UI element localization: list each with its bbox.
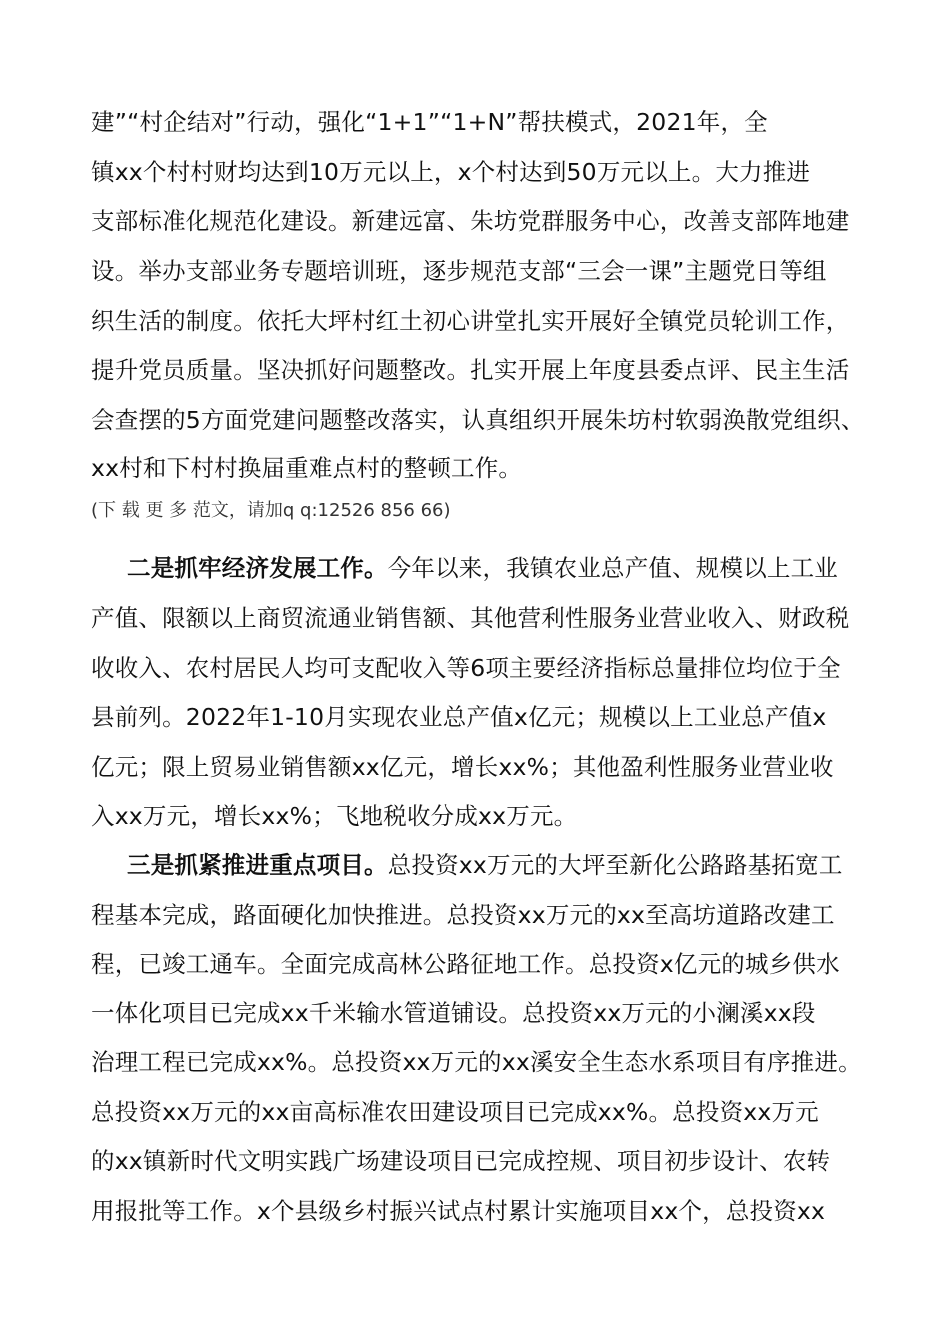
paragraph-3-line-6: 总投资xx万元的xx亩高标准农田建设项目已完成xx%。总投资xx万元 (91, 1098, 819, 1126)
paragraph-3-line-2: 程基本完成，路面硬化加快推进。总投资xx万元的xx至高坊道路改建工 (91, 901, 835, 929)
paragraph-1-line-2: 镇xx个村村财均达到10万元以上，x个村达到50万元以上。大力推进 (91, 158, 811, 186)
paragraph-1-line-4: 设。举办支部业务专题培训班，逐步规范支部“三会一课”主题党日等组 (91, 257, 827, 285)
paragraph-3-line-7: 的xx镇新时代文明实践广场建设项目已完成控规、项目初步设计、农转 (91, 1147, 831, 1175)
paragraph-3-line-8: 用报批等工作。x个县级乡村振兴试点村累计实施项目xx个，总投资xx (91, 1197, 826, 1225)
paragraph-1-line-1: 建”“村企结对”行动，强化“1+1”“1+N”帮扶模式，2021年，全 (91, 108, 768, 136)
paragraph-2-line-1 (127, 553, 917, 583)
paragraph-1-line-3: 支部标准化规范化建设。新建远富、朱坊党群服务中心，改善支部阵地建 (91, 207, 850, 235)
paragraph-1-line-5: 织生活的制度。依托大坪村红土初心讲堂扎实开展好全镇党员轮训工作， (91, 307, 850, 335)
paragraph-1-line-6: 提升党员质量。坚决抓好问题整改。扎实开展上年度县委点评、民主生活 (91, 356, 850, 384)
paragraph-2-line-4: 县前列。2022年1-10月实现农业总产值x亿元；规模以上工业总产值x (91, 703, 827, 731)
paragraph-2-line-6: 入xx万元，增长xx%；飞地税收分成xx万元。 (91, 802, 578, 830)
paragraph-2-first-line-text: 今年以来，我镇农业总产值、规模以上工业 (387, 554, 839, 582)
paragraph-2-line-5: 亿元；限上贸易业销售额xx亿元，增长xx%；其他盈利性服务业营业收 (91, 753, 834, 781)
paragraph-2-line-3: 收收入、农村居民人均可支配收入等6项主要经济指标总量排位均位于全 (91, 654, 841, 682)
paragraph-1-line-7: 会查摆的5方面党建问题整改落实，认真组织开展朱坊村软弱涣散党组织、 (91, 406, 865, 434)
paragraph-3-line-4: 一体化项目已完成xx千米输水管道铺设。总投资xx万元的小澜溪xx段 (91, 999, 816, 1027)
paragraph-2-heading: 二是抓牢经济发展工作。 (127, 554, 388, 582)
paragraph-3-first-line-text: 总投资xx万元的大坪至新化公路路基拓宽工 (387, 851, 843, 879)
paragraph-3-line-3: 程，已竣工通车。全面完成高林公路征地工作。总投资x亿元的城乡供水 (91, 950, 840, 978)
download-note: (下 载 更 多 范文，请加q q:12526 856 66) (91, 500, 451, 521)
paragraph-2-line-2: 产值、限额以上商贸流通业销售额、其他营利性服务业营业收入、财政税 (91, 604, 850, 632)
paragraph-1-line-8: xx村和下村村换届重难点村的整顿工作。 (91, 454, 523, 482)
paragraph-3-heading: 三是抓紧推进重点项目。 (127, 851, 388, 879)
paragraph-3-line-1 (127, 850, 917, 880)
paragraph-3-line-5: 治理工程已完成xx%。总投资xx万元的xx溪安全生态水系项目有序推进。 (91, 1048, 862, 1076)
